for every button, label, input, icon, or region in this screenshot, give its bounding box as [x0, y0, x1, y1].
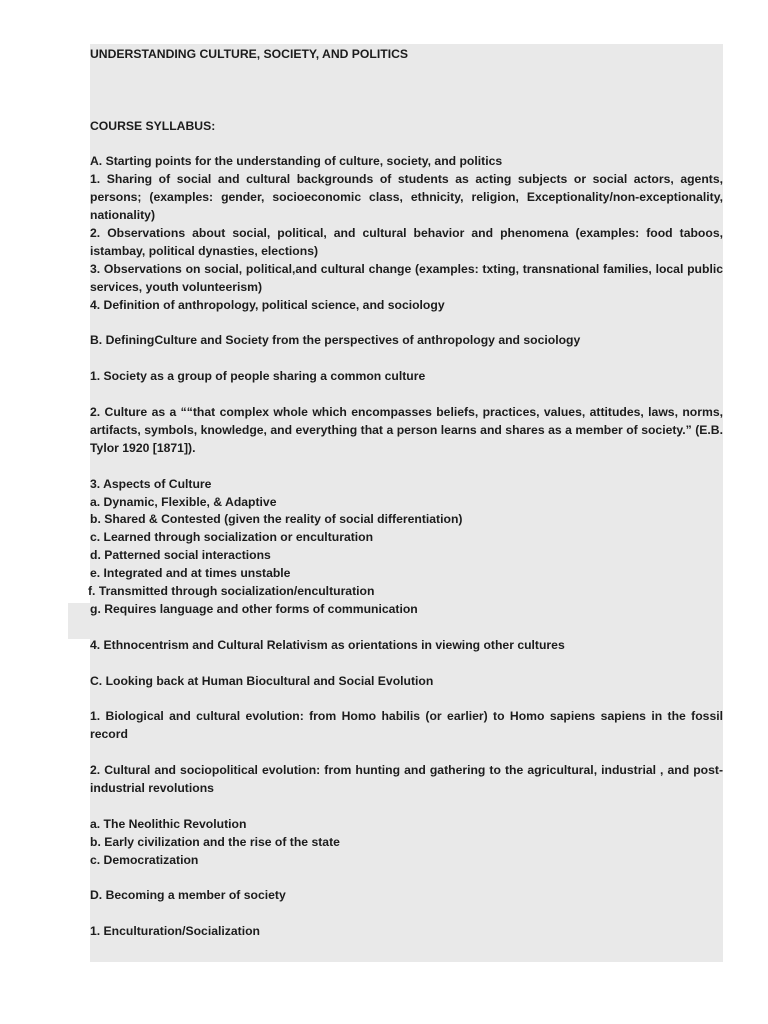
section-a-item-3: 3. Observations on social, political,and cultural change (examples: txting, transnational families, local public services, youth volunteerism): [90, 261, 723, 294]
aspect-d: d. Patterned social interactions: [90, 548, 271, 563]
section-c-subitem-c: c. Democratization: [90, 852, 199, 867]
section-b-item-2: 2. Culture as a ““that complex whole which encompasses beliefs, practices, values, attitudes, laws, norms, artifacts, symbols, knowledge, and everything that a person learns and shares as a member of society.” (E.B. Tylor 1920 [1871]).: [90, 405, 723, 455]
section-a-item-4: 4. Definition of anthropology, political science, and sociology: [90, 297, 445, 312]
page-gutter-shade: [68, 603, 90, 639]
section-c-item-2: 2. Cultural and sociopolitical evolution: from hunting and gathering to the agricultural, industrial , and post-industrial revolutions: [90, 763, 723, 795]
section-d-heading: D. Becoming a member of society: [90, 888, 286, 903]
aspect-a: a. Dynamic, Flexible, & Adaptive: [90, 494, 277, 509]
aspect-f: f. Transmitted through socialization/enculturation: [88, 584, 375, 599]
section-b-item-1: 1. Society as a group of people sharing a common culture: [90, 369, 426, 384]
aspect-e: e. Integrated and at times unstable: [90, 566, 291, 581]
aspect-b: b. Shared & Contested (given the reality of social differentiation): [90, 512, 463, 527]
section-c-item-1: 1. Biological and cultural evolution: from Homo habilis (or earlier) to Homo sapiens sapiens in the fossil record: [90, 709, 723, 742]
section-a-heading: A. Starting points for the understanding of culture, society, and politics: [90, 154, 503, 169]
document-title: UNDERSTANDING CULTURE, SOCIETY, AND POLITICS: [90, 47, 409, 61]
section-c-subitem-b: b. Early civilization and the rise of the state: [90, 834, 340, 849]
section-a-item-1: 1. Sharing of social and cultural backgrounds of students as acting subjects or social actors, agents, persons; (examples: gender, socioeconomic class, ethnicity, religion, Exceptionality/non-exceptionality, nationality): [90, 172, 723, 223]
section-a-item-2: 2. Observations about social, political, and cultural behavior and phenomena (examples: food taboos, istambay, political dynasties, elections): [90, 226, 723, 258]
section-c-heading: C. Looking back at Human Biocultural and Social Evolution: [90, 673, 434, 688]
document-body: [90, 46, 723, 941]
section-c-subitem-a: a. The Neolithic Revolution: [90, 816, 247, 831]
syllabus-heading: COURSE SYLLABUS:: [90, 118, 216, 133]
section-b-heading: B. DefiningCulture and Society from the perspectives of anthropology and sociology: [90, 333, 581, 348]
aspect-g: g. Requires language and other forms of communication: [90, 601, 418, 616]
section-b-item-3: 3. Aspects of Culture: [90, 476, 212, 491]
section-b-item-4: 4. Ethnocentrism and Cultural Relativism as orientations in viewing other cultures: [90, 637, 565, 652]
aspect-c: c. Learned through socialization or enculturation: [90, 530, 374, 545]
section-d-item-1: 1. Enculturation/Socialization: [90, 924, 260, 939]
